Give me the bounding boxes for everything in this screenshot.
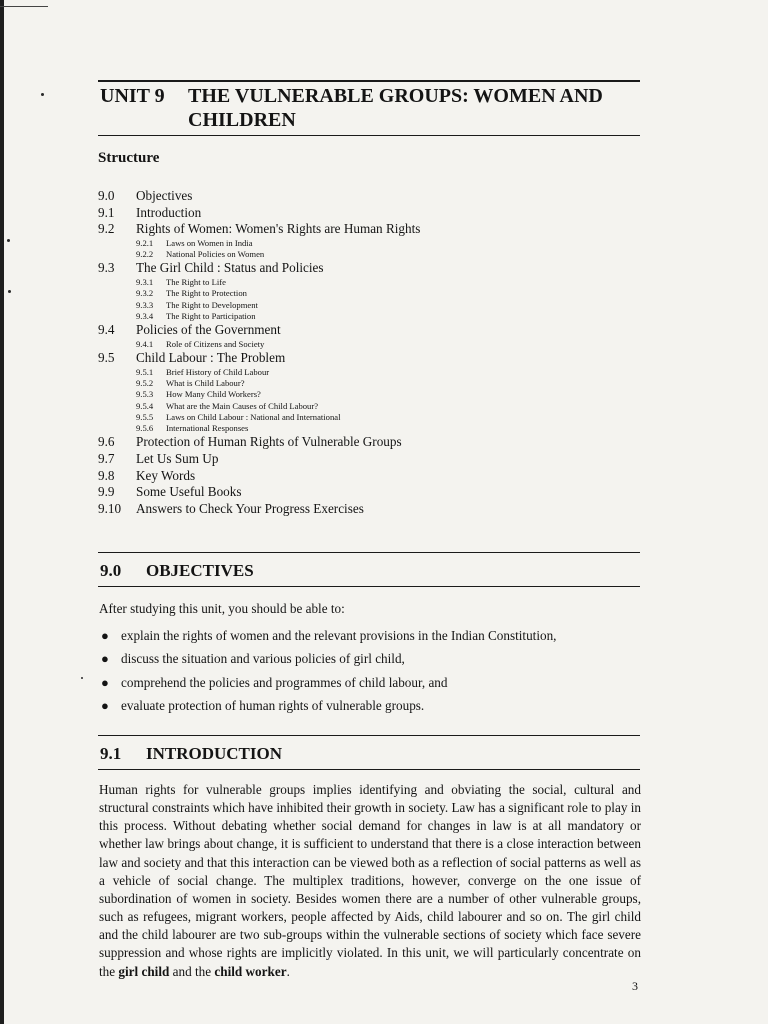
toc-subentry-number: 9.3.3 — [136, 299, 154, 310]
bullet-icon: ● — [101, 698, 109, 714]
toc-subentry — [98, 249, 658, 260]
toc-entry-number: 9.5 — [98, 350, 115, 366]
toc-subentry — [98, 401, 658, 412]
toc-entry-number: 9.9 — [98, 484, 115, 500]
objective-item — [99, 694, 659, 717]
toc-entry-title: Key Words — [136, 467, 196, 483]
toc-subentry — [98, 238, 658, 249]
emphasis-girl-child: girl child — [118, 963, 170, 979]
unit-number: UNIT 9 — [100, 85, 165, 107]
scan-speck — [81, 677, 83, 679]
header-top-rule — [98, 80, 640, 82]
objective-item — [99, 647, 659, 670]
paragraph-joiner: and the — [169, 963, 215, 979]
paragraph-body: Human rights for vulnerable groups implies identifying and obviating the social, cultural and structural constraints which have inhibited their growth in society. Law has a significant role to play in this process. Without debating whether social demand for changes in law is at all mandatory or whether law brings about change, it is sufficient to understand that there is a close interaction between law and society and that this interaction can be viewed both as a reflection of social patterns as well as a vehicle of social change. The multiplex traditions, however, converge on the one issue of subordination of women in society. Besides women there are a number of other vulnerable groups, such as refugees, migrant workers, people affected by Aids, child labourer and so on. The girl child and the child labourer are two sub-groups within the vulnerable sections of society which face severe suppression and whose rights are implicitly violated. In this unit, we will particularly concentrate on the — [99, 782, 641, 979]
toc-subentry-title: The Right to Life — [166, 276, 226, 287]
introduction-title: INTRODUCTION — [146, 744, 283, 763]
toc-subentry-number: 9.5.4 — [136, 400, 154, 411]
scan-speck — [41, 93, 44, 96]
toc-subentry — [98, 389, 658, 400]
toc-subentry — [98, 277, 658, 288]
toc-entry-number: 9.6 — [98, 434, 115, 450]
toc-subentry-number: 9.2.2 — [136, 249, 154, 260]
toc-entry-number: 9.2 — [98, 221, 115, 237]
toc-subentry-number: 9.5.1 — [136, 366, 154, 377]
toc-subentry — [98, 423, 658, 434]
toc-subentry-number: 9.5.3 — [136, 389, 154, 400]
toc-entry-title: Introduction — [136, 204, 202, 220]
toc-entry — [98, 350, 658, 367]
toc-subentry-number: 9.3.2 — [136, 288, 154, 299]
toc-entry — [98, 484, 658, 501]
introduction-top-rule — [98, 735, 640, 736]
objectives-top-rule — [98, 552, 640, 553]
structure-label: Structure — [98, 150, 160, 166]
toc-subentry — [98, 378, 658, 389]
bullet-icon: ● — [101, 628, 109, 643]
toc-subentry-number: 9.5.6 — [136, 423, 154, 434]
toc-entry — [98, 205, 658, 222]
toc-entry-title: Rights of Women: Women's Rights are Human Rights — [136, 221, 421, 237]
objectives-list — [99, 624, 659, 718]
table-of-contents — [98, 188, 658, 517]
objective-item — [99, 671, 659, 694]
introduction-paragraph — [99, 781, 641, 981]
toc-entry — [98, 451, 658, 468]
toc-subentry-title: Laws on Child Labour : National and International — [166, 411, 341, 422]
introduction-bottom-rule — [98, 769, 640, 770]
toc-subentry-number: 9.2.1 — [136, 237, 154, 248]
toc-subentry — [98, 288, 658, 299]
toc-entry-number: 9.0 — [98, 188, 115, 203]
objectives-bottom-rule — [98, 586, 640, 587]
objectives-number: 9.0 — [100, 561, 122, 580]
toc-entry-title: The Girl Child : Status and Policies — [136, 260, 324, 276]
paragraph-end: . — [286, 963, 290, 979]
toc-entry — [98, 188, 658, 205]
corner-mark — [0, 6, 48, 7]
toc-subentry-title: Laws on Women in India — [166, 237, 253, 248]
toc-entry-title: Answers to Check Your Progress Exercises — [136, 500, 364, 516]
toc-subentry — [98, 412, 658, 423]
objectives-title: OBJECTIVES — [146, 561, 254, 580]
toc-entry-number: 9.3 — [98, 260, 115, 276]
toc-subentry-title: The Right to Development — [166, 299, 258, 310]
toc-subentry-title: How Many Child Workers? — [166, 389, 261, 400]
scan-speck — [8, 290, 11, 293]
objective-text: comprehend the policies and programmes of child labour, and — [121, 674, 448, 690]
toc-entry-title: Protection of Human Rights of Vulnerable Groups — [136, 434, 402, 450]
objective-item — [99, 624, 659, 647]
objective-text: explain the rights of women and the relevant provisions in the Indian Constitution, — [121, 628, 557, 643]
toc-subentry-number: 9.5.2 — [136, 377, 154, 388]
toc-entry-title: Policies of the Government — [136, 322, 281, 338]
toc-subentry — [98, 300, 658, 311]
toc-entry — [98, 221, 658, 238]
toc-entry-title: Child Labour : The Problem — [136, 350, 286, 366]
toc-entry — [98, 322, 658, 339]
toc-entry-title: Let Us Sum Up — [136, 451, 219, 467]
toc-subentry-number: 9.3.4 — [136, 310, 154, 321]
objective-text: evaluate protection of human rights of vulnerable groups. — [121, 698, 425, 714]
unit-title: THE VULNERABLE GROUPS: WOMEN AND CHILDREN — [188, 85, 603, 131]
toc-subentry-title: The Right to Participation — [166, 310, 256, 321]
scan-speck — [7, 239, 10, 242]
toc-entry — [98, 434, 658, 451]
introduction-number: 9.1 — [100, 744, 122, 763]
toc-subentry-title: What are the Main Causes of Child Labour? — [166, 400, 319, 411]
bullet-icon: ● — [101, 674, 109, 690]
objectives-intro: After studying this unit, you should be able to: — [99, 601, 345, 616]
toc-entry-number: 9.4 — [98, 322, 115, 338]
toc-subentry — [98, 311, 658, 322]
toc-subentry-number: 9.4.1 — [136, 338, 154, 349]
objective-text: discuss the situation and various policies of girl child, — [121, 651, 405, 667]
header-bottom-rule — [98, 135, 640, 136]
toc-subentry-title: The Right to Protection — [166, 288, 247, 299]
toc-entry-title: Some Useful Books — [136, 484, 242, 500]
toc-entry-number: 9.8 — [98, 467, 115, 483]
scan-edge — [0, 0, 4, 1024]
toc-entry — [98, 501, 658, 518]
toc-subentry-number: 9.5.5 — [136, 411, 154, 422]
toc-entry — [98, 468, 658, 485]
bullet-icon: ● — [101, 651, 109, 667]
toc-subentry — [98, 339, 658, 350]
toc-entry-number: 9.10 — [98, 500, 122, 516]
toc-subentry-title: Brief History of Child Labour — [166, 366, 270, 377]
toc-subentry-number: 9.3.1 — [136, 276, 154, 287]
toc-subentry-title: National Policies on Women — [166, 249, 265, 260]
toc-entry-number: 9.7 — [98, 451, 115, 467]
toc-entry-number: 9.1 — [98, 204, 115, 220]
toc-subentry-title: Role of Citizens and Society — [166, 338, 265, 349]
toc-subentry-title: What is Child Labour? — [166, 377, 245, 388]
toc-subentry — [98, 367, 658, 378]
toc-subentry-title: International Responses — [166, 423, 249, 434]
emphasis-child-worker: child worker — [214, 963, 287, 979]
toc-entry-title: Objectives — [136, 188, 193, 203]
page-number: 3 — [632, 979, 638, 993]
toc-entry — [98, 260, 658, 277]
